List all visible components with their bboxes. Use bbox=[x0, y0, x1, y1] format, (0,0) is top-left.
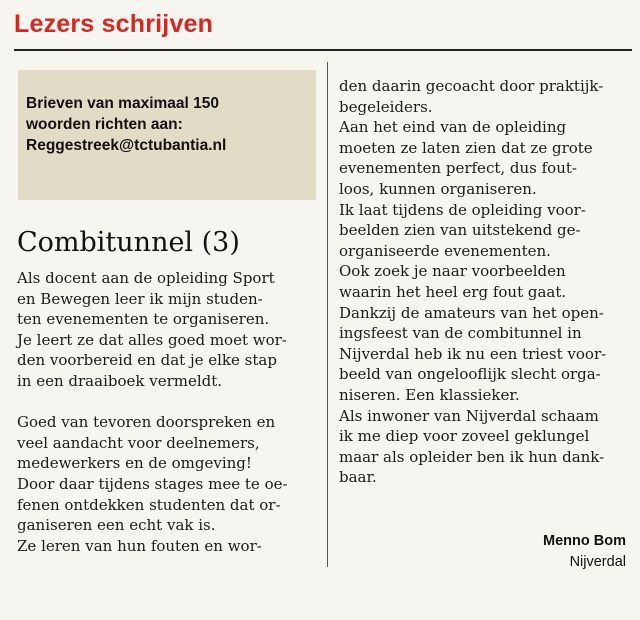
text-line: in een draaiboek vermeldt. bbox=[17, 371, 223, 390]
text-line: ik me diep voor zoveel geklungel bbox=[339, 427, 590, 446]
paragraph-gap bbox=[17, 392, 288, 413]
text-line: baar. bbox=[339, 468, 377, 487]
text-line: Ik laat tijdens de opleiding voor- bbox=[339, 200, 586, 219]
submission-info-box bbox=[18, 70, 316, 200]
text-line: veel aandacht voor deelnemers, bbox=[17, 433, 260, 452]
text-line: Als docent aan de opleiding Sport bbox=[17, 269, 275, 287]
text-line: organiseerde evenementen. bbox=[339, 241, 551, 260]
text-line: ten evenementen te organiseren. bbox=[17, 310, 270, 329]
info-line: Brieven van maximaal 150 bbox=[26, 95, 220, 112]
left-column bbox=[17, 268, 288, 556]
text-line: Dankzij de amateurs van het open- bbox=[339, 303, 604, 322]
text-line: den daarin gecoacht door praktijk- bbox=[339, 77, 604, 95]
text-line: moeten ze laten zien dat ze grote bbox=[339, 138, 593, 157]
text-line: fenen ontdekken studenten dat or- bbox=[17, 495, 281, 514]
info-email: Reggestreek@tctubantia.nl bbox=[26, 137, 227, 154]
header-rule bbox=[14, 49, 632, 51]
section-title: Lezers schrijven bbox=[14, 10, 214, 38]
author-name: Menno Bom bbox=[543, 533, 626, 549]
letter-headline: Combitunnel (3) bbox=[17, 227, 240, 258]
text-line: beeld van ongelooflijk slecht orga- bbox=[339, 365, 601, 384]
text-line: Ook zoek je naar voorbeelden bbox=[339, 262, 566, 281]
text-line: Nijverdal heb ik nu een triest voor- bbox=[339, 344, 607, 363]
text-line: Door daar tijdens stages mee te oe- bbox=[17, 474, 288, 493]
text-line: Goed van tevoren doorspreken en bbox=[17, 413, 276, 432]
text-line: Aan het eind van de opleiding bbox=[339, 118, 567, 137]
text-line: medewerkers en de omgeving! bbox=[17, 454, 252, 473]
text-line: loos, kunnen organiseren. bbox=[339, 179, 537, 198]
text-line: den voorbereid en dat je elke stap bbox=[17, 351, 277, 370]
right-column bbox=[339, 76, 606, 488]
column-divider bbox=[327, 62, 328, 567]
text-line: begeleiders. bbox=[339, 97, 433, 116]
text-line: Je leert ze dat alles goed moet wor- bbox=[17, 330, 287, 349]
author-place: Nijverdal bbox=[569, 554, 626, 570]
text-line: waarin het heel erg fout gaat. bbox=[339, 282, 567, 301]
text-line: ganiseren een echt vak is. bbox=[17, 516, 216, 535]
text-line: niseren. Een klassieker. bbox=[339, 385, 520, 404]
text-line: evenementen perfect, dus fout- bbox=[339, 159, 577, 178]
text-line: Ze leren van hun fouten en wor- bbox=[17, 536, 262, 555]
text-line: en Bewegen leer ik mijn studen- bbox=[17, 289, 263, 308]
text-line: maar als opleider ben ik hun dank- bbox=[339, 447, 605, 466]
text-line: ingsfeest van de combitunnel in bbox=[339, 324, 582, 343]
info-line: woorden richten aan: bbox=[26, 116, 183, 133]
text-line: beelden zien van uitstekend ge- bbox=[339, 221, 581, 240]
text-line: Als inwoner van Nijverdal schaam bbox=[339, 406, 599, 425]
